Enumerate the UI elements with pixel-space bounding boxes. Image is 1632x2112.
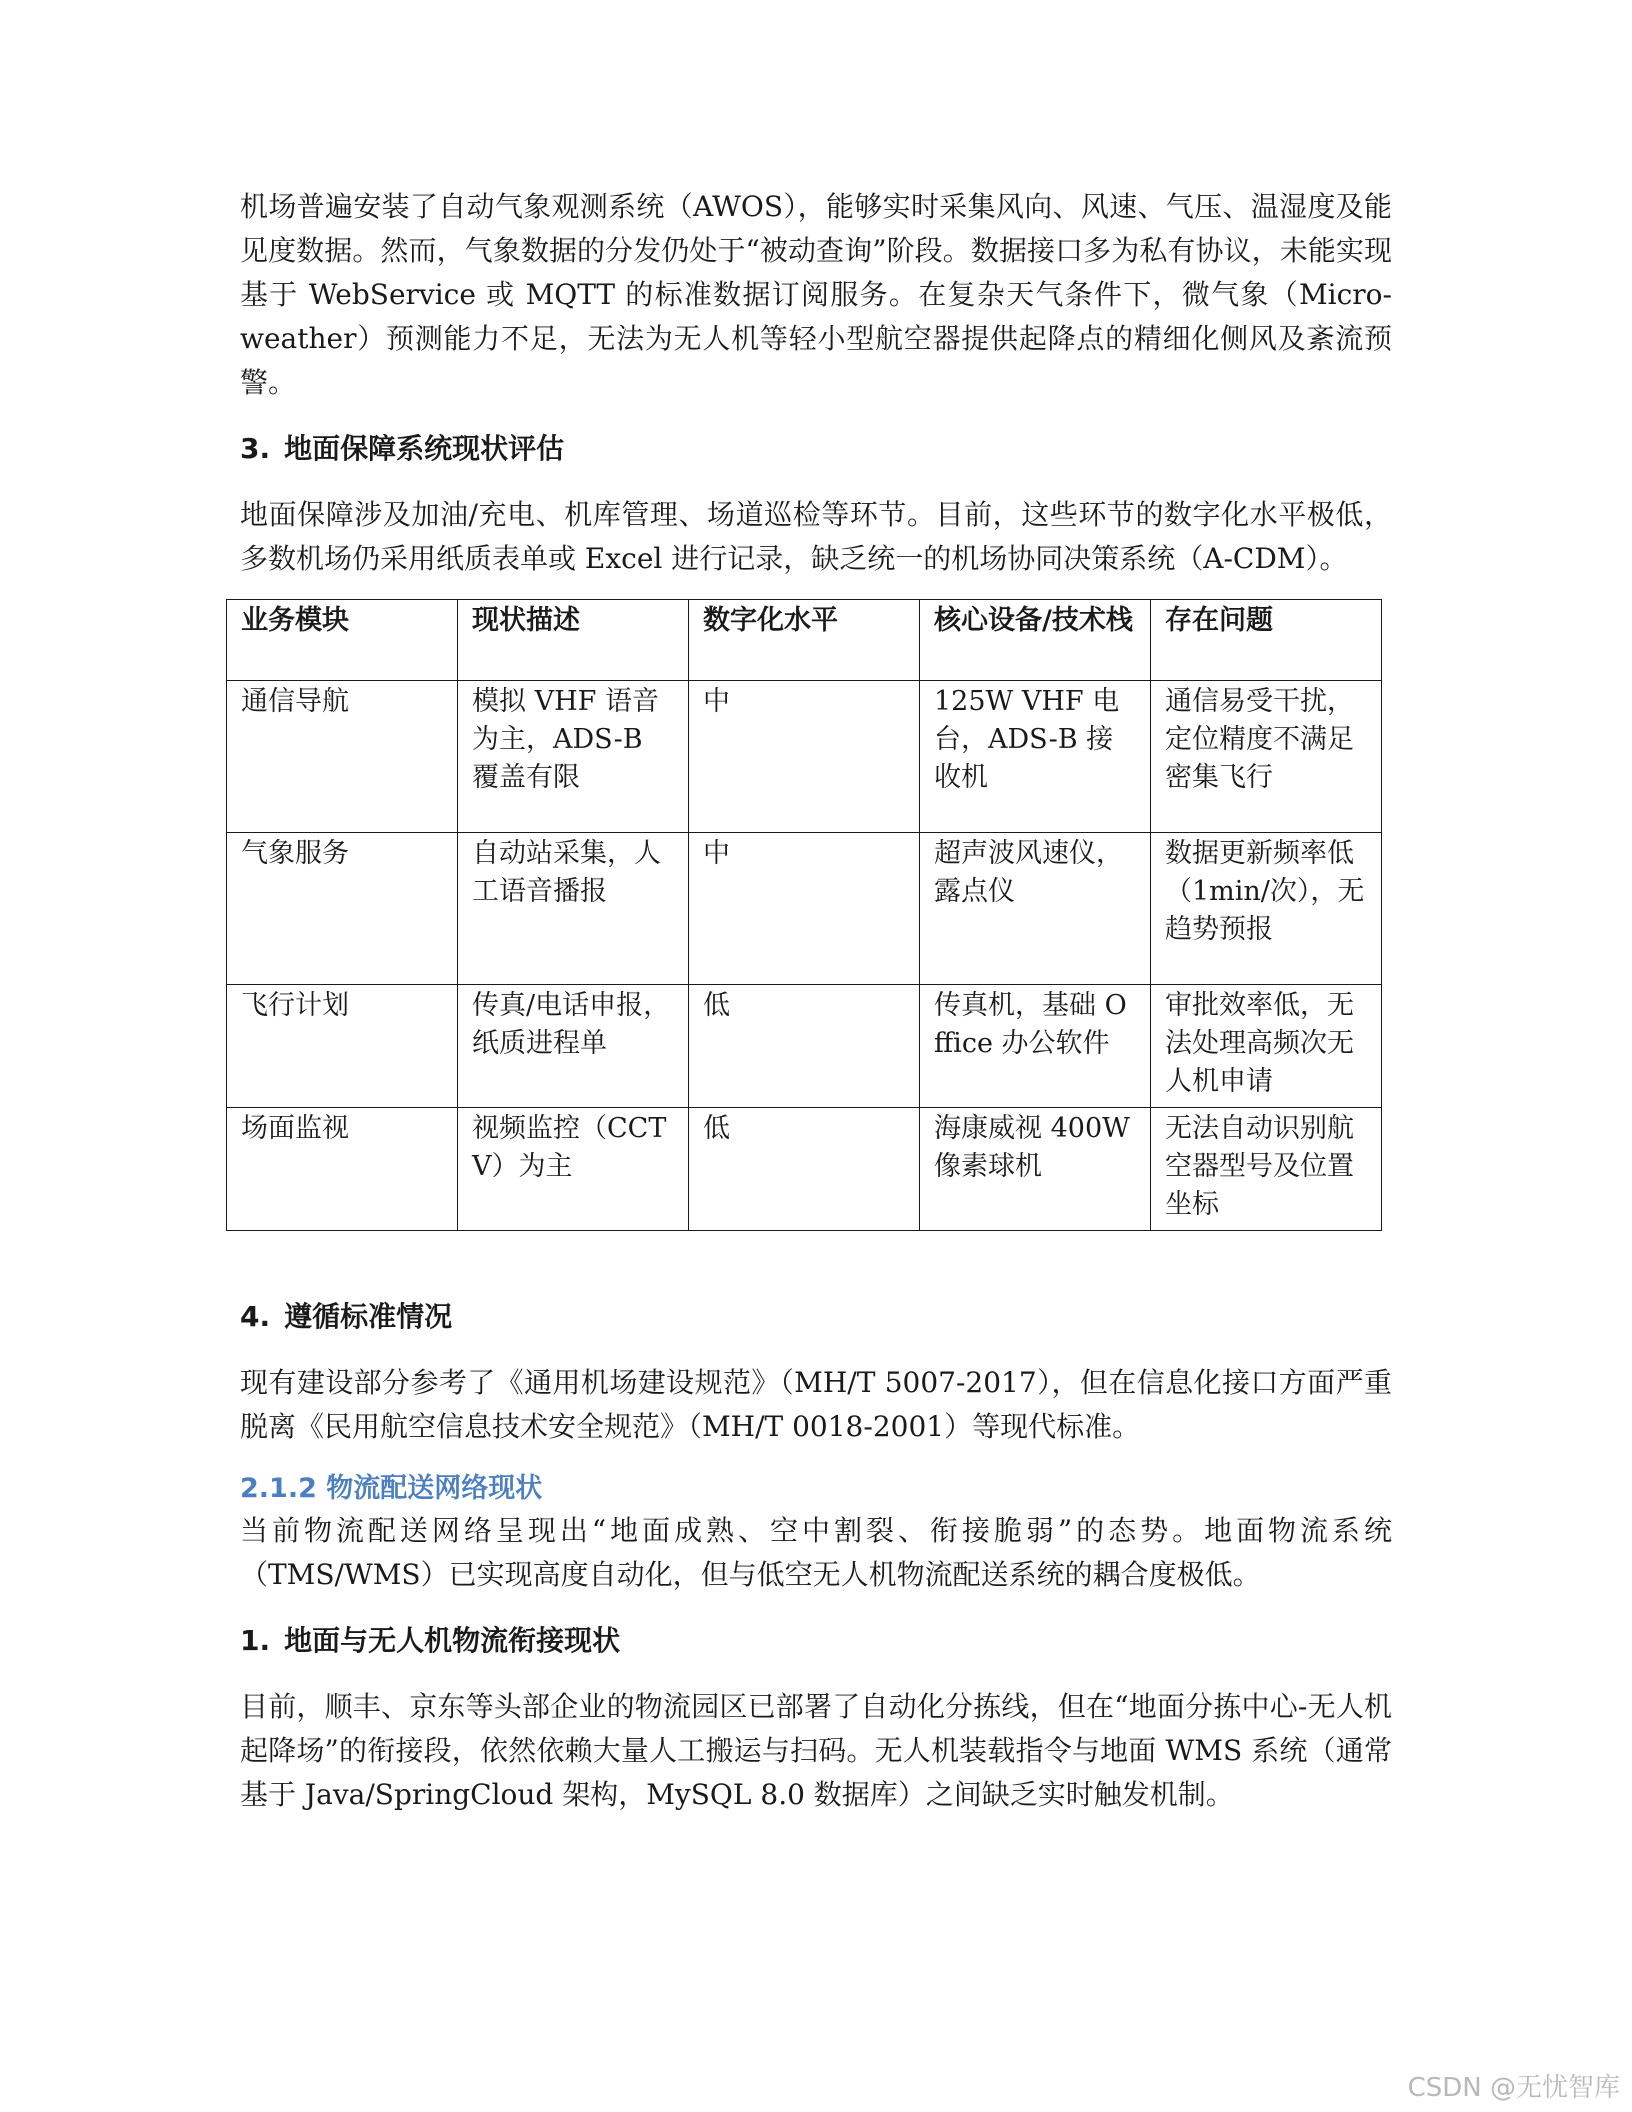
table-cell: 传真机，基础 Office 办公软件	[920, 985, 1151, 1108]
csdn-watermark: CSDN @无忧智库	[1407, 2073, 1620, 2103]
heading-text: 遵循标准情况	[284, 1300, 453, 1333]
paragraph-ground-drone-link: 目前，顺丰、京东等头部企业的物流园区已部署了自动化分拣线，但在“地面分拣中心-无人机起降场”的衔接段，依然依赖大量人工搬运与扫码。无人机装载指令与地面 WMS 系统（通常基于 Java/SpringCloud 架构，MySQL 8.0 数据库）之间缺乏实时触发机制。	[240, 1690, 1392, 1811]
table-cell: 飞行计划	[227, 985, 458, 1108]
table-header-cell: 现状描述	[458, 600, 689, 681]
table-cell: 超声波风速仪，露点仪	[920, 833, 1151, 985]
section-heading-ground-drone-link	[240, 1619, 1392, 1663]
table-cell: 中	[689, 833, 920, 985]
table-cell: 视频监控（CCTV）为主	[458, 1108, 689, 1231]
paragraph-standards: 现有建设部分参考了《通用机场建设规范》（MH/T 5007-2017），但在信息化接口方面严重脱离《民用航空信息技术安全规范》（MH/T 0018-2001）等现代标准。	[240, 1366, 1392, 1443]
table-cell: 无法自动识别航空器型号及位置坐标	[1151, 1108, 1382, 1231]
table-cell: 低	[689, 1108, 920, 1231]
table-header-cell: 存在问题	[1151, 600, 1382, 681]
table-row	[227, 985, 1382, 1108]
heading-number: 4.	[240, 1300, 271, 1333]
table-cell: 模拟 VHF 语音为主，ADS-B 覆盖有限	[458, 681, 689, 833]
section-heading-ground-support	[240, 427, 1392, 471]
table-cell: 125W VHF 电台，ADS-B 接收机	[920, 681, 1151, 833]
table-cell: 数据更新频率低（1min/次），无趋势预报	[1151, 833, 1382, 985]
table-cell: 通信易受干扰，定位精度不满足密集飞行	[1151, 681, 1382, 833]
table-header-row	[227, 600, 1382, 681]
table-cell: 审批效率低，无法处理高频次无人机申请	[1151, 985, 1382, 1108]
table-header-cell: 数字化水平	[689, 600, 920, 681]
paragraph-weather-systems: 机场普遍安装了自动气象观测系统（AWOS），能够实时采集风向、风速、气压、温湿度及能见度数据。然而，气象数据的分发仍处于“被动查询”阶段。数据接口多为私有协议，未能实现基于 WebService 或 MQTT 的标准数据订阅服务。在复杂天气条件下，微气象（Micro-weather）预测能力不足，无法为无人机等轻小型航空器提供起降点的精细化侧风及紊流预警。	[240, 190, 1392, 399]
table-row	[227, 833, 1382, 985]
subsection-heading-logistics: 2.1.2 物流配送网络现状	[240, 1473, 543, 1504]
section-heading-standards	[240, 1295, 1392, 1339]
table-cell: 自动站采集，人工语音播报	[458, 833, 689, 985]
paragraph-logistics: 当前物流配送网络呈现出“地面成熟、空中割裂、衔接脆弱”的态势。地面物流系统（TMS/WMS）已实现高度自动化，但与低空无人机物流配送系统的耦合度极低。	[240, 1514, 1392, 1591]
table-row	[227, 681, 1382, 833]
table-cell: 场面监视	[227, 1108, 458, 1231]
document-page	[240, 185, 1392, 1817]
heading-number: 1.	[240, 1624, 271, 1657]
table-cell: 海康威视 400W 像素球机	[920, 1108, 1151, 1231]
paragraph-ground-support: 地面保障涉及加油/充电、机库管理、场道巡检等环节。目前，这些环节的数字化水平极低，多数机场仍采用纸质表单或 Excel 进行记录，缺乏统一的机场协同决策系统（A-CDM）。	[240, 498, 1392, 575]
table-row	[227, 1108, 1382, 1231]
table-cell: 低	[689, 985, 920, 1108]
table-cell: 中	[689, 681, 920, 833]
table-header-cell: 核心设备/技术栈	[920, 600, 1151, 681]
table-header-cell: 业务模块	[227, 600, 458, 681]
heading-number: 3.	[240, 432, 271, 465]
heading-text: 地面保障系统现状评估	[284, 432, 565, 465]
status-table	[226, 599, 1382, 1231]
table-cell: 气象服务	[227, 833, 458, 985]
heading-text: 地面与无人机物流衔接现状	[284, 1624, 621, 1657]
table-cell: 传真/电话申报，纸质进程单	[458, 985, 689, 1108]
table-cell: 通信导航	[227, 681, 458, 833]
